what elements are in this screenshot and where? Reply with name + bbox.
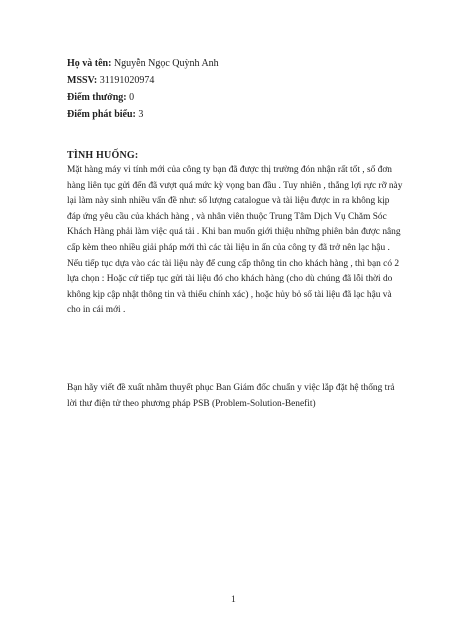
situation-heading: TÌNH HUỐNG: xyxy=(67,150,139,161)
bonus-points-value: 0 xyxy=(126,92,135,103)
student-id-line xyxy=(67,72,219,89)
paragraph-line: Nếu tiếp tục dựa vào các tài liệu này để cung cấp thông tin cho khách hàng , thì bạn có 2 xyxy=(67,258,400,269)
task-line: Bạn hãy viết đề xuất nhằm thuyết phục Ban Giám đốc chuẩn y việc lắp đặt hệ thống trả xyxy=(67,383,395,393)
paragraph-line: lại làm này sinh nhiều vấn đề như: số lượng catalogue và tài liệu được in ra không kịp xyxy=(67,196,390,207)
speaking-points-line xyxy=(67,106,219,123)
student-name-line xyxy=(67,55,219,72)
speaking-points-value: 3 xyxy=(135,109,144,120)
paragraph-line: cấp kèm theo nhiều giải pháp mới thì các tài liệu in ấn của công ty đã trở nên lạc hậu . xyxy=(67,242,390,253)
task-line: lời thư điện tử theo phương pháp PSB (Problem-Solution-Benefit) xyxy=(67,398,316,409)
student-id-label: MSSV: xyxy=(67,75,98,86)
student-name-label: Họ và tên: xyxy=(67,58,112,69)
paragraph-line: lựa chọn : Hoặc cứ tiếp tục gửi tài liệu đó cho khách hàng (cho dù chúng đã lỗi thời do xyxy=(67,274,393,285)
speaking-points-label: Điểm phát biểu: xyxy=(67,109,136,120)
situation-paragraph xyxy=(67,163,412,319)
bonus-points-line xyxy=(67,89,219,106)
paragraph-line: không kịp cập nhật thông tin và thiếu chính xác) , hoặc hủy bỏ số tài liệu đã lạc hậu và xyxy=(67,289,392,300)
page-number: 1 xyxy=(231,595,236,605)
student-id-value: 31191020974 xyxy=(97,75,155,86)
paragraph-line: cho in cái mới . xyxy=(67,305,126,316)
paragraph-line: đáp ứng yêu cầu của khách hàng , và nhân viên thuộc Trung Tâm Dịch Vụ Chăm Sóc xyxy=(67,211,387,222)
paragraph-line: Mặt hàng máy vi tính mới của công ty bạn đã được thị trường đón nhận rất tốt , số đơn xyxy=(67,165,392,175)
task-paragraph xyxy=(67,381,412,412)
student-name-value: Nguyễn Ngọc Quỳnh Anh xyxy=(111,58,219,69)
paragraph-line: hàng liên tục gửi đến đã vượt quá mức kỳ vọng ban đầu . Tuy nhiên , thắng lợi rực rỡ này xyxy=(67,180,403,191)
student-info xyxy=(67,55,219,123)
bonus-points-label: Điểm thưởng: xyxy=(67,92,127,103)
paragraph-line: Khách Hàng phải làm việc quá tải . Khi ban muốn giới thiệu những phiên bản được nâng xyxy=(67,227,401,238)
